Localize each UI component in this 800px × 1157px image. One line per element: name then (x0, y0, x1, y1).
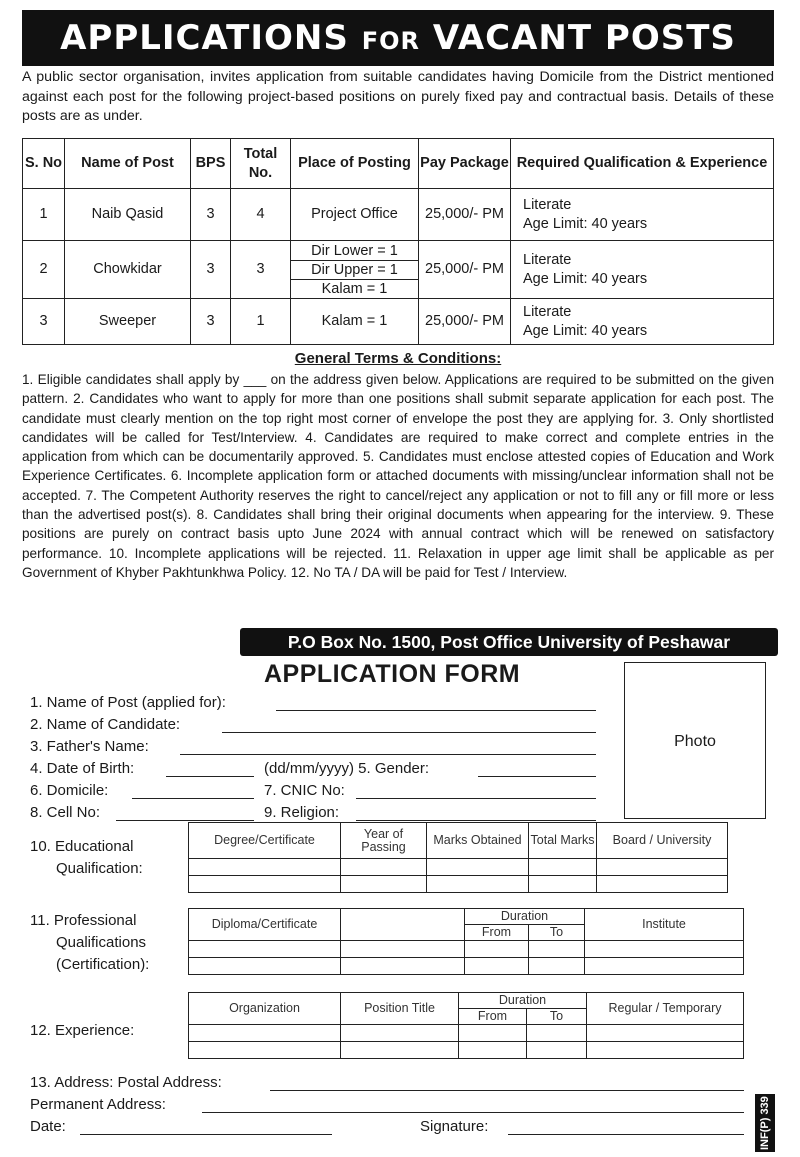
header-bps: BPS (191, 139, 231, 189)
cell-bps: 3 (191, 189, 231, 241)
prof-cell[interactable] (189, 941, 341, 958)
edu-label-2: Qualification: (56, 860, 143, 877)
edu-cell[interactable] (341, 876, 427, 893)
cell-sno: 3 (23, 299, 65, 345)
place-dir-lower: Dir Lower = 1 (291, 242, 418, 261)
signature-label: Signature: (420, 1118, 489, 1135)
exp-cell[interactable] (189, 1042, 341, 1059)
postal-address-label: 13. Address: Postal Address: (30, 1074, 222, 1091)
header-pay: Pay Package (419, 139, 511, 189)
field-cell-label: 8. Cell No: (30, 804, 101, 821)
cell-qualification (511, 189, 774, 241)
qualification-text: Literate (523, 196, 572, 213)
signature-line[interactable] (508, 1134, 744, 1135)
edu-header-marks: Marks Obtained (427, 823, 529, 859)
exp-cell[interactable] (459, 1042, 527, 1059)
exp-label: 12. Experience: (30, 1022, 135, 1039)
exp-cell[interactable] (527, 1025, 587, 1042)
edu-cell[interactable] (529, 859, 597, 876)
cell-total: 1 (231, 299, 291, 345)
prof-cell[interactable] (341, 958, 465, 975)
title-for: FOR (361, 27, 420, 55)
religion-input-line[interactable] (356, 820, 596, 821)
title-main: APPLICATIONS (60, 18, 349, 58)
page-title (22, 10, 774, 66)
prof-label-1: 11. Professional (30, 912, 137, 929)
edu-cell[interactable] (427, 859, 529, 876)
prof-cell[interactable] (341, 941, 465, 958)
cell-place (291, 241, 419, 299)
exp-header-regular: Regular / Temporary (587, 993, 744, 1025)
field-domicile-label: 6. Domicile: (30, 782, 109, 799)
edu-cell[interactable] (427, 876, 529, 893)
prof-header-blank (341, 909, 465, 941)
exp-cell[interactable] (587, 1042, 744, 1059)
posts-header-row (23, 139, 774, 189)
exp-header-from: From (459, 1009, 527, 1025)
title-rest: VACANT POSTS (432, 18, 736, 58)
field-cnic-label: 7. CNIC No: (264, 782, 345, 799)
ad-code-badge: INF(P) 339 / 23 (755, 1094, 775, 1152)
field-post-label: 1. Name of Post (applied for): (30, 694, 226, 711)
prof-cell[interactable] (465, 941, 529, 958)
cell-pay: 25,000/- PM (419, 299, 511, 345)
edu-header-board: Board / University (597, 823, 728, 859)
prof-cell[interactable] (465, 958, 529, 975)
exp-cell[interactable] (587, 1025, 744, 1042)
header-qualification: Required Qualification & Experience (511, 139, 774, 189)
advertisement (18, 6, 791, 1151)
prof-cell[interactable] (585, 941, 744, 958)
cell-qualification (511, 299, 774, 345)
exp-header-duration: Duration (459, 993, 587, 1009)
prof-header-institute: Institute (585, 909, 744, 941)
form-heading: APPLICATION FORM (264, 660, 521, 688)
header-sno: S. No (23, 139, 65, 189)
edu-cell[interactable] (529, 876, 597, 893)
education-table (188, 822, 728, 893)
edu-header-year: Year of Passing (341, 823, 427, 859)
edu-cell[interactable] (597, 876, 728, 893)
exp-cell[interactable] (341, 1042, 459, 1059)
place-dir-upper: Dir Upper = 1 (291, 261, 418, 280)
terms-paragraph: 1. Eligible candidates shall apply by ___ on the address given below. Applications are required to be submitted on the given pattern. 2. Candidates who want to apply for more than one positions shall submit separate application for each post. The candidate must clearly mention on the top right most corner of envelope the post they are applying for. 3. Only shortlisted candidates will be called for Test/Interview. 4. Candidates are required to make correct and complete entries in the application from which can be documentarily approved. 5. Candidates must enclose attested copies of Education and Work Experience Certificates. 6. Incomplete application form or attached documents with missing/unclear information shall not be accepted. 7. The Competent Authority reserves the right to cancel/reject any application or not to fill any or fill more or less than the advertised post(s). 8. Candidates shall bring their original documents when appearing for the interview. 9. These positions are purely on contract basis upto June 2024 with annual contract which will be renewed on satisfactory performance. 10. Incomplete applications will be rejected. 11. Relaxation in upper age limit shall be applicable as per Government of Khyber Pakhtunkhwa Policy. 12. No TA / DA will be paid for Test / Interview. (22, 372, 774, 580)
prof-header-duration: Duration (465, 909, 585, 925)
edu-header-total: Total Marks (529, 823, 597, 859)
post-input-line[interactable] (276, 710, 596, 711)
exp-header-org: Organization (189, 993, 341, 1025)
header-place: Place of Posting (291, 139, 419, 189)
qualification-text: Literate (523, 303, 572, 320)
table-row (23, 241, 774, 299)
professional-table (188, 908, 744, 975)
header-total: Total No. (231, 139, 291, 189)
cnic-input-line[interactable] (356, 798, 596, 799)
prof-header-diploma: Diploma/Certificate (189, 909, 341, 941)
age-limit-text: Age Limit: 40 years (523, 270, 648, 287)
cell-place: Project Office (291, 189, 419, 241)
permanent-address-label: Permanent Address: (30, 1096, 166, 1113)
cell-bps: 3 (191, 241, 231, 299)
date-line[interactable] (80, 1134, 332, 1135)
domicile-input-line[interactable] (132, 798, 254, 799)
exp-header-position: Position Title (341, 993, 459, 1025)
edu-cell[interactable] (341, 859, 427, 876)
postal-address-line[interactable] (270, 1090, 744, 1091)
permanent-address-line[interactable] (202, 1112, 744, 1113)
cell-place: Kalam = 1 (291, 299, 419, 345)
cell-total: 4 (231, 189, 291, 241)
dob-input-line[interactable] (166, 776, 254, 777)
terms-heading: General Terms & Conditions: (294, 350, 502, 367)
prof-cell[interactable] (529, 941, 585, 958)
gender-input-line[interactable] (478, 776, 596, 777)
prof-header-to: To (529, 925, 585, 941)
cell-total: 3 (231, 241, 291, 299)
table-row (23, 299, 774, 345)
po-box-address: P.O Box No. 1500, Post Office University of Peshawar (240, 628, 778, 656)
field-father-label: 3. Father's Name: (30, 738, 149, 755)
prof-cell[interactable] (529, 958, 585, 975)
exp-cell[interactable] (341, 1025, 459, 1042)
edu-cell[interactable] (189, 859, 341, 876)
edu-cell[interactable] (597, 859, 728, 876)
date-label: Date: (30, 1118, 66, 1135)
prof-cell[interactable] (189, 958, 341, 975)
edu-label-1: 10. Educational (30, 838, 134, 855)
cell-bps: 3 (191, 299, 231, 345)
cell-sno: 2 (23, 241, 65, 299)
cell-name: Chowkidar (65, 241, 191, 299)
experience-table (188, 992, 744, 1059)
qualification-text: Literate (523, 251, 572, 268)
field-dob-label: 4. Date of Birth: (30, 760, 135, 777)
field-name-label: 2. Name of Candidate: (30, 716, 181, 733)
cell-input-line[interactable] (116, 820, 254, 821)
exp-cell[interactable] (189, 1025, 341, 1042)
header-name: Name of Post (65, 139, 191, 189)
father-input-line[interactable] (180, 754, 596, 755)
cell-name: Naib Qasid (65, 189, 191, 241)
prof-cell[interactable] (585, 958, 744, 975)
photo-box: Photo (624, 662, 766, 819)
place-kalam: Kalam = 1 (321, 280, 388, 297)
prof-label-3: (Certification): (56, 956, 150, 973)
age-limit-text: Age Limit: 40 years (523, 322, 648, 339)
table-row (23, 189, 774, 241)
cell-pay: 25,000/- PM (419, 189, 511, 241)
exp-header-to: To (527, 1009, 587, 1025)
exp-cell[interactable] (527, 1042, 587, 1059)
cell-qualification (511, 241, 774, 299)
field-religion-label: 9. Religion: (264, 804, 340, 821)
exp-cell[interactable] (459, 1025, 527, 1042)
cell-sno: 1 (23, 189, 65, 241)
edu-header-degree: Degree/Certificate (189, 823, 341, 859)
age-limit-text: Age Limit: 40 years (523, 215, 648, 232)
edu-cell[interactable] (189, 876, 341, 893)
field-gender-label: (dd/mm/yyyy) 5. Gender: (264, 760, 430, 777)
cell-pay: 25,000/- PM (419, 241, 511, 299)
prof-label-2: Qualifications (56, 934, 147, 951)
name-input-line[interactable] (222, 732, 596, 733)
intro-paragraph: A public sector organisation, invites application from suitable candidates having Domicile from the District mentioned against each post for the following project-based positions on purely fixed pay and contractual basis. Details of these posts are as under. (22, 69, 774, 124)
cell-name: Sweeper (65, 299, 191, 345)
posts-table (22, 138, 774, 345)
prof-header-from: From (465, 925, 529, 941)
